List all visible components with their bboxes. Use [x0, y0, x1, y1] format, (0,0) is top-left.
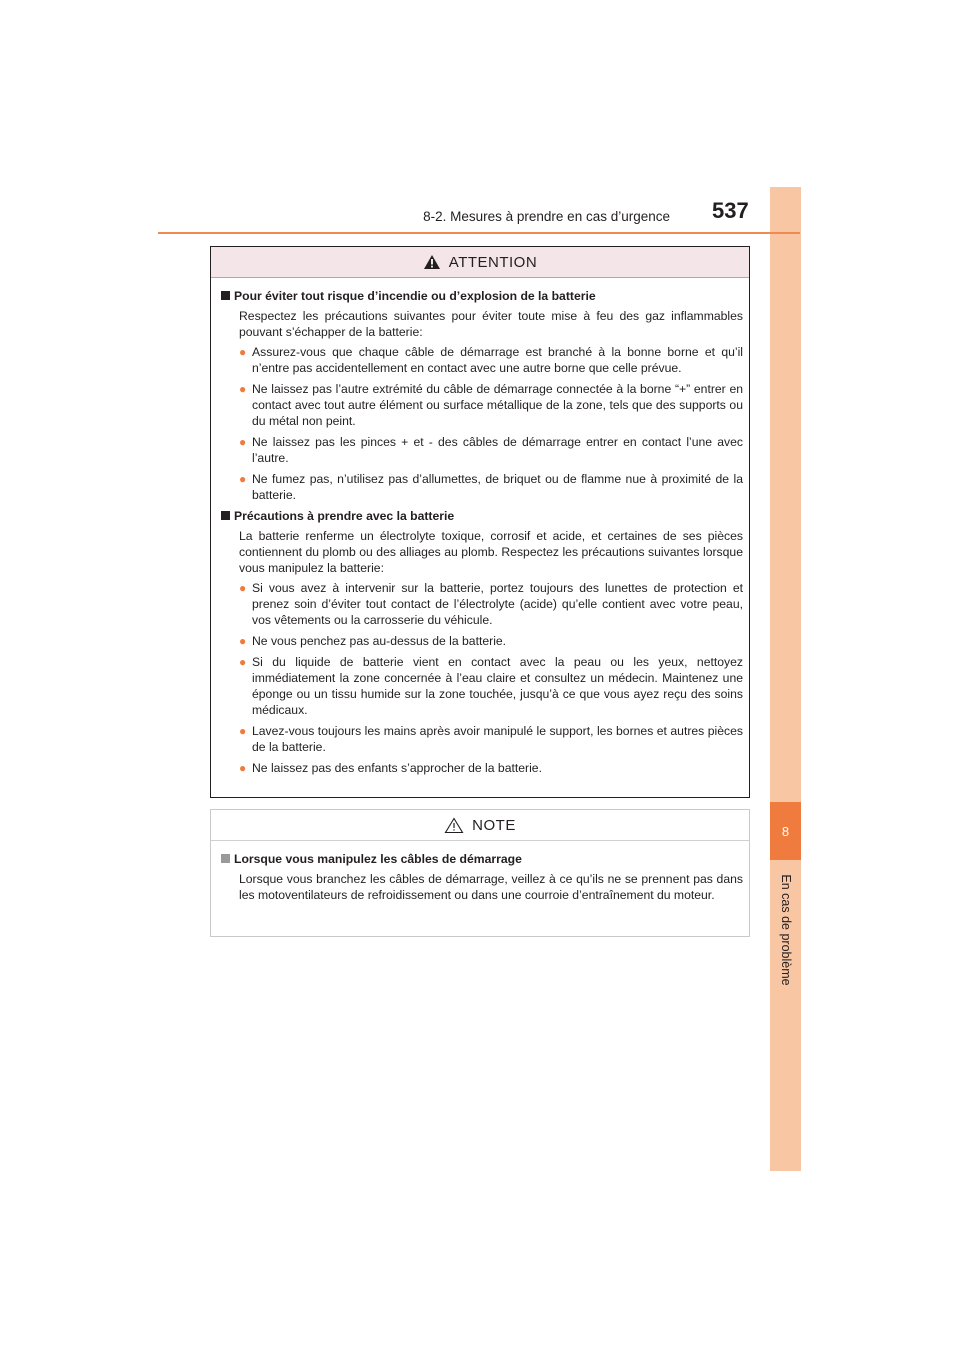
section-header-title: 8-2. Mesures à prendre en cas d’urgence [423, 209, 670, 224]
bullet-dot-icon: ● [239, 345, 247, 359]
square-bullet-icon [221, 854, 230, 863]
attention-section-intro: Respectez les précautions suivantes pour éviter toute mise à feu des gaz inflammables pouvant s’échapper de la batterie: [239, 309, 743, 339]
attention-section-intro: La batterie renferme un électrolyte toxique, corrosif et acide, et certaines de ses pièces contiennent du plomb ou des alliages au plomb. Respectez les précautions suivantes lorsque vous manipulez la batterie: [239, 529, 743, 575]
warning-triangle-icon [423, 254, 441, 270]
list-item: ● Ne laissez pas l’autre extrémité du câble de démarrage connectée à la borne “+” entrer en contact avec tout autre élément ou surface métallique de la zone, tels que des supports ou du métal non peint. [239, 382, 743, 428]
bullet-dot-icon: ● [239, 634, 247, 648]
attention-header [211, 247, 749, 278]
square-bullet-icon [221, 291, 230, 300]
attention-section-title: Pour éviter tout risque d’incendie ou d’explosion de la batterie [221, 288, 743, 304]
bullet-dot-icon: ● [239, 382, 247, 396]
list-item: ● Si du liquide de batterie vient en contact avec la peau ou les yeux, nettoyez immédiatement la zone concernée à l’eau claire et consultez un médecin. Maintenez une éponge ou un tissu humide sur la zone touchée, jusqu’à ce que vous ayez reçu des soins médicaux. [239, 655, 743, 717]
note-header [211, 810, 749, 841]
caution-triangle-outline-icon [444, 817, 464, 834]
list-item: ● Ne vous penchez pas au-dessus de la batterie. [239, 634, 507, 648]
note-body [211, 841, 749, 903]
list-item: ● Lavez-vous toujours les mains après avoir manipulé le support, les bornes et autres pièces de la batterie. [239, 724, 743, 754]
chapter-tab-number: 8 [770, 802, 801, 860]
list-item: ● Ne laissez pas des enfants s’approcher de la batterie. [239, 761, 542, 775]
attention-section-title: Précautions à prendre avec la batterie [221, 508, 743, 524]
note-section-title: Lorsque vous manipulez les câbles de démarrage [221, 851, 743, 867]
note-text: Lorsque vous branchez les câbles de démarrage, veillez à ce qu’ils ne se prennent pas dans les motoventilateurs de refroidissement ou dans une courroie d’entraînement du moteur. [239, 872, 743, 902]
bullet-dot-icon: ● [239, 472, 247, 486]
bullet-dot-icon: ● [239, 581, 247, 595]
bullet-dot-icon: ● [239, 655, 247, 669]
attention-title: ATTENTION [448, 253, 538, 271]
attention-box [210, 246, 750, 798]
square-bullet-icon [221, 511, 230, 520]
note-title: NOTE [472, 816, 516, 834]
chapter-tab-label: En cas de problème [779, 874, 793, 986]
bullet-dot-icon: ● [239, 435, 247, 449]
note-box [210, 809, 750, 937]
header-rule [158, 232, 800, 234]
list-item: ● Si vous avez à intervenir sur la batterie, portez toujours des lunettes de protection et prenez soin d’éviter tout contact de l’électrolyte (acide) qu’elle contient avec votre peau, vos vêtements ou la carrosserie du véhicule. [239, 581, 743, 627]
list-item: ● Ne laissez pas les pinces + et - des câbles de démarrage entrer en contact l’une avec l’autre. [239, 435, 743, 465]
page-number: 537 [712, 198, 749, 223]
attention-body [211, 278, 749, 776]
bullet-dot-icon: ● [239, 724, 247, 738]
bullet-dot-icon: ● [239, 761, 247, 775]
list-item: ● Assurez-vous que chaque câble de démarrage est branché à la bonne borne et qu’il n’entre pas accidentellement en contact avec une autre borne que celle prévue. [239, 345, 743, 375]
list-item: ● Ne fumez pas, n’utilisez pas d’allumettes, de briquet ou de flamme nue à proximité de la batterie. [239, 472, 743, 502]
chapter-tab-strip [770, 187, 801, 1171]
